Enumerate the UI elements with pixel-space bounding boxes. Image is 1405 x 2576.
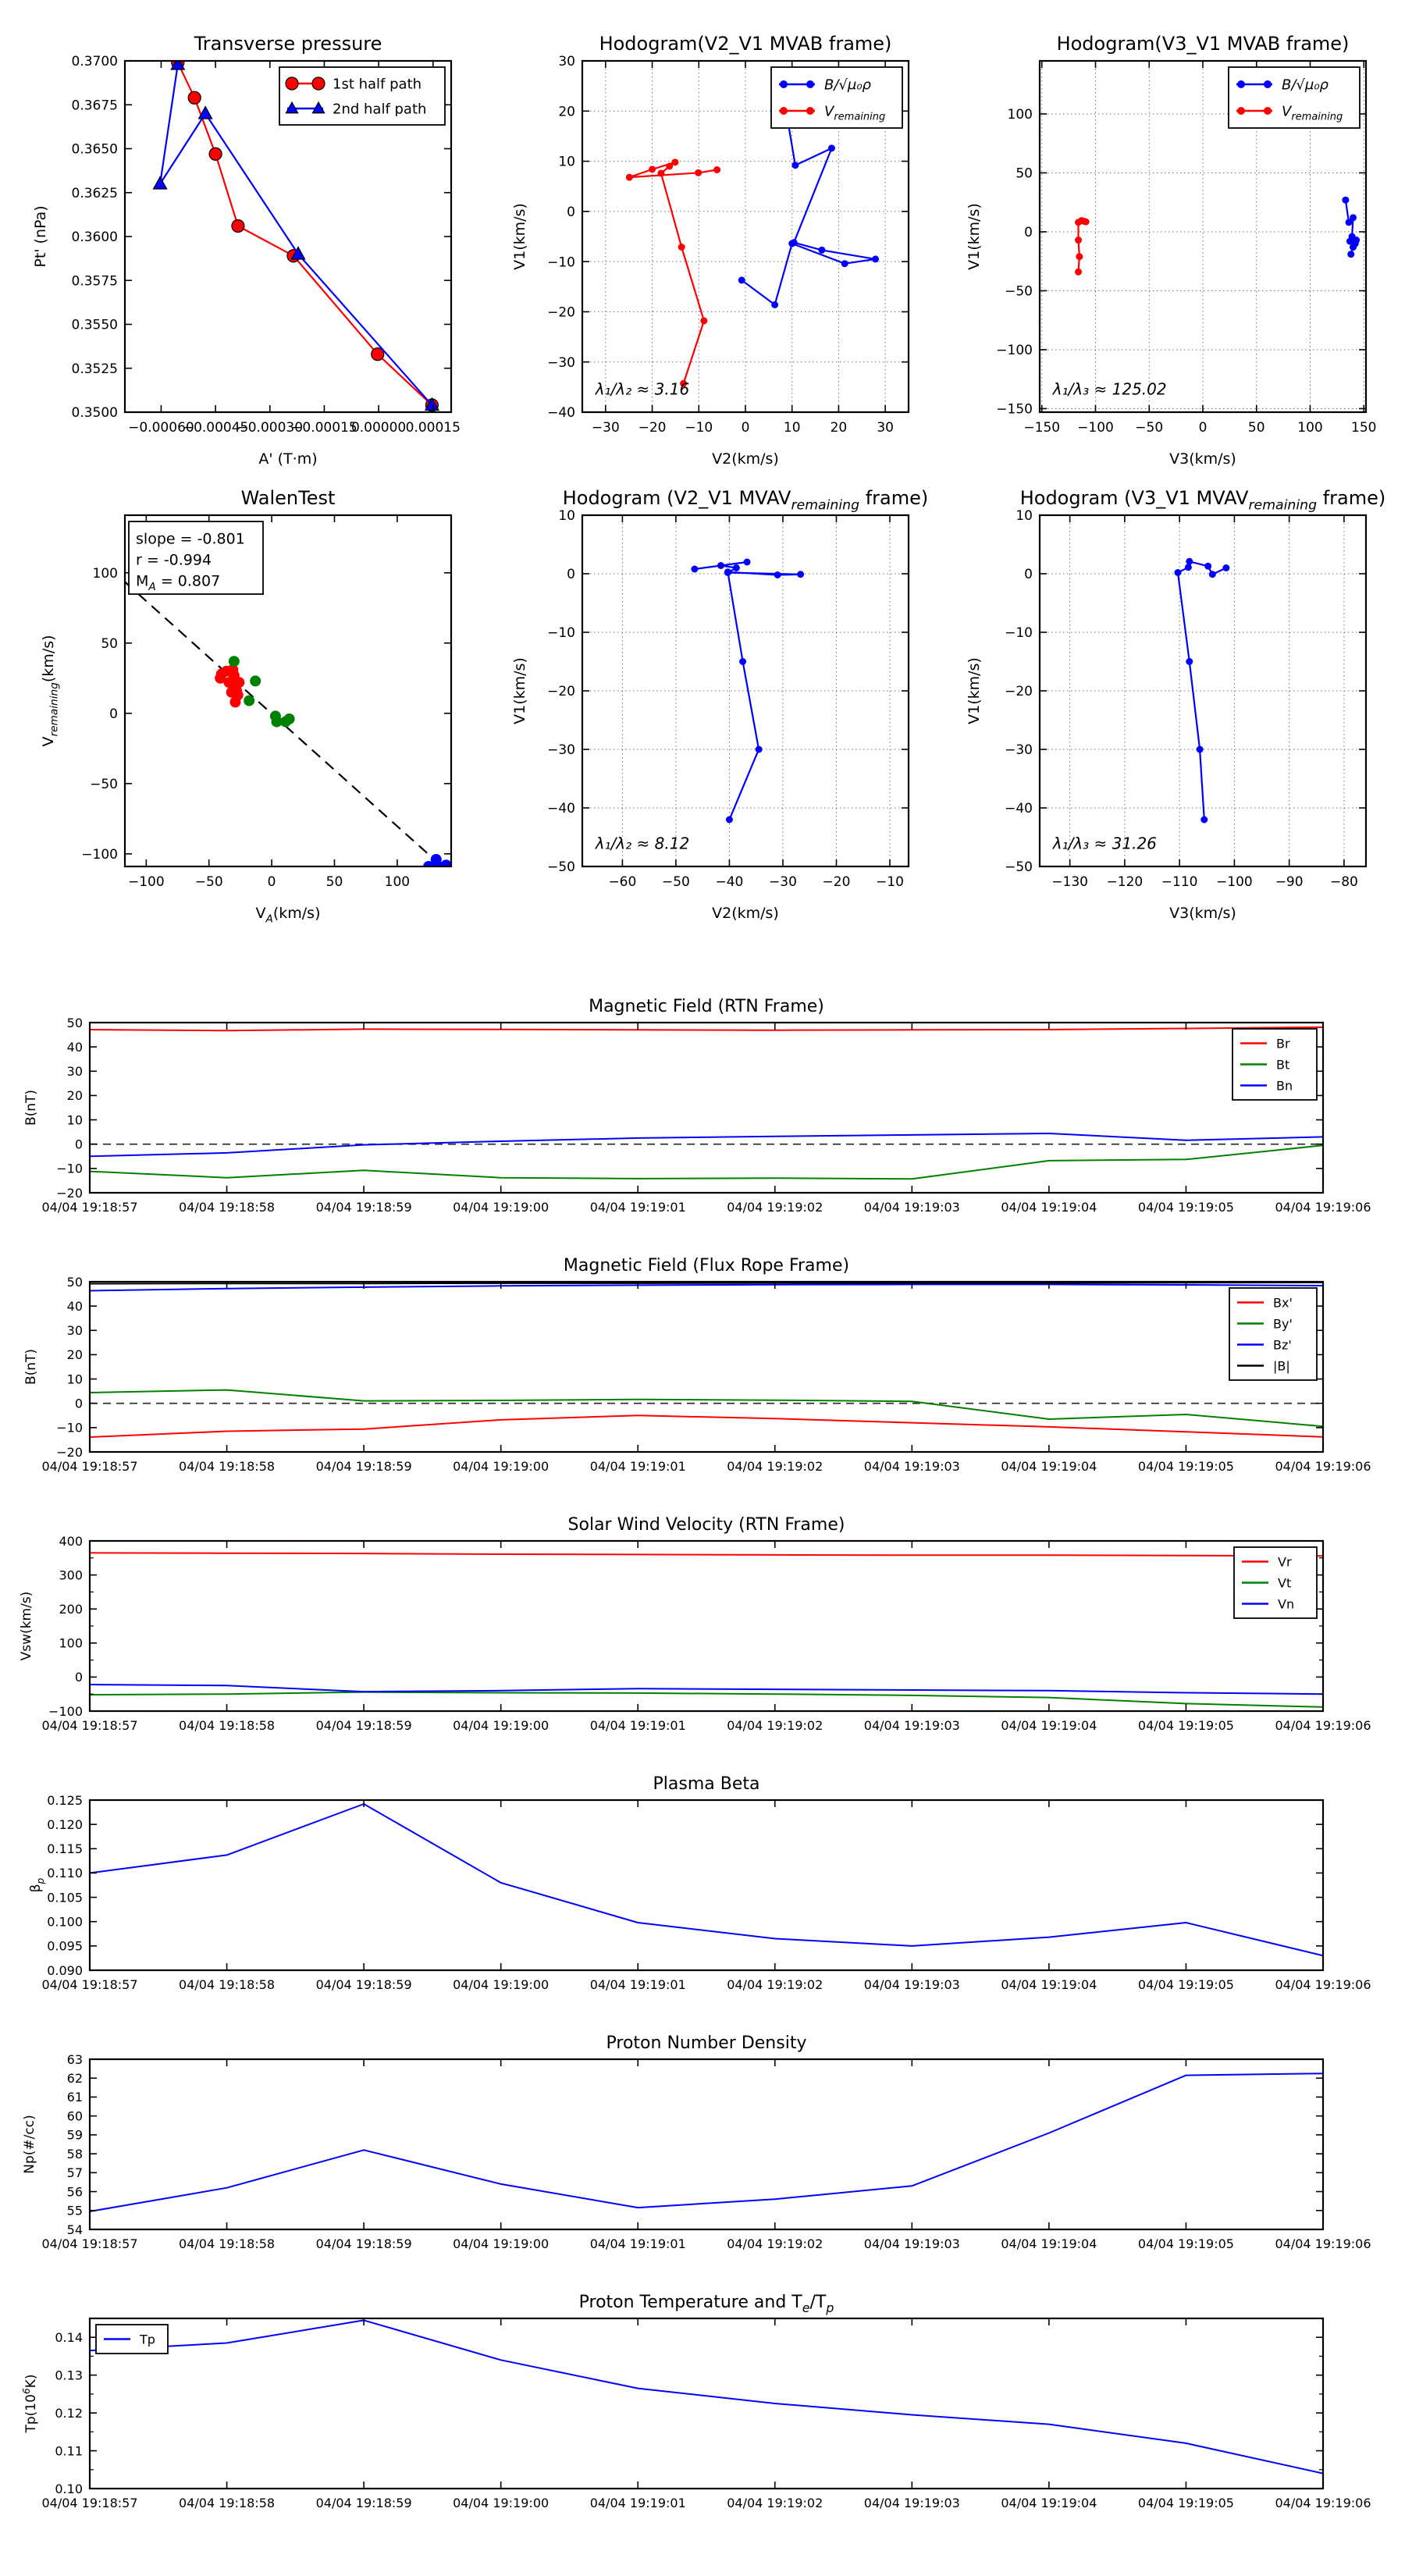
svg-text:04/04 19:18:57: 04/04 19:18:57 xyxy=(41,1718,138,1733)
svg-text:−10: −10 xyxy=(56,1161,83,1176)
svg-text:04/04 19:19:03: 04/04 19:19:03 xyxy=(863,2236,960,2251)
svg-text:−30: −30 xyxy=(1005,742,1033,759)
svg-text:−30: −30 xyxy=(547,354,575,371)
svg-text:Vt: Vt xyxy=(1278,1575,1292,1591)
svg-text:Solar Wind Velocity (RTN Frame: Solar Wind Velocity (RTN Frame) xyxy=(567,1515,845,1535)
svg-text:04/04 19:18:59: 04/04 19:18:59 xyxy=(315,1459,412,1474)
svg-text:04/04 19:18:57: 04/04 19:18:57 xyxy=(41,1459,138,1474)
svg-text:λ₁/λ₃ ≈ 31.26: λ₁/λ₃ ≈ 31.26 xyxy=(1052,834,1157,853)
svg-text:04/04 19:19:05: 04/04 19:19:05 xyxy=(1137,1977,1234,1992)
svg-text:−120: −120 xyxy=(1106,874,1144,890)
svg-text:r = -0.994: r = -0.994 xyxy=(136,551,212,569)
svg-text:Np(#/cc): Np(#/cc) xyxy=(22,2115,37,2174)
svg-text:57: 57 xyxy=(66,2165,83,2181)
svg-text:−20: −20 xyxy=(547,684,575,700)
svg-text:−30: −30 xyxy=(591,420,620,436)
svg-text:−100: −100 xyxy=(996,343,1033,359)
svg-text:200: 200 xyxy=(59,1601,83,1617)
svg-text:04/04 19:19:01: 04/04 19:19:01 xyxy=(589,2496,686,2510)
svg-text:−0.00030: −0.00030 xyxy=(237,420,304,436)
svg-text:04/04 19:18:59: 04/04 19:18:59 xyxy=(315,2496,412,2510)
svg-text:04/04 19:18:58: 04/04 19:18:58 xyxy=(179,1200,276,1215)
svg-text:−0.00045: −0.00045 xyxy=(182,420,249,436)
svg-text:−130: −130 xyxy=(1051,874,1088,890)
svg-text:Proton Number Density: Proton Number Density xyxy=(606,2033,807,2053)
hodogram-v3v1-mvab-svg xyxy=(938,14,1383,468)
svg-text:Hodogram (V3_V1 MVAVremaining: Hodogram (V3_V1 $MVAV_{remaining}$ frame) xyxy=(1019,487,1386,514)
svg-text:−150: −150 xyxy=(1023,420,1061,436)
svg-text:55: 55 xyxy=(66,2203,83,2218)
svg-text:Hodogram(V3_V1 MVAB frame): Hodogram(V3_V1 MVAB frame) xyxy=(1056,33,1350,55)
svg-text:04/04 19:18:59: 04/04 19:18:59 xyxy=(315,2236,412,2251)
svg-text:0: 0 xyxy=(741,420,750,436)
svg-text:0.3500: 0.3500 xyxy=(71,405,118,422)
svg-text:04/04 19:19:03: 04/04 19:19:03 xyxy=(863,1718,960,1733)
svg-text:04/04 19:18:57: 04/04 19:18:57 xyxy=(41,1200,138,1215)
svg-text:04/04 19:19:06: 04/04 19:19:06 xyxy=(1275,1977,1371,1992)
svg-text:04/04 19:19:04: 04/04 19:19:04 xyxy=(1001,1459,1097,1474)
proton-temperature-svg xyxy=(0,2290,1405,2528)
svg-text:−10: −10 xyxy=(547,625,575,642)
svg-text:20: 20 xyxy=(830,420,848,436)
svg-text:0: 0 xyxy=(1198,420,1208,436)
svg-text:−30: −30 xyxy=(769,874,797,890)
svg-text:10: 10 xyxy=(66,1112,83,1128)
svg-text:04/04 19:19:00: 04/04 19:19:00 xyxy=(453,1718,550,1733)
svg-text:−0.00015: −0.00015 xyxy=(291,420,357,436)
svg-text:−100: −100 xyxy=(1216,874,1253,890)
svg-text:0.120: 0.120 xyxy=(47,1816,83,1832)
svg-text:04/04 19:19:06: 04/04 19:19:06 xyxy=(1275,1200,1371,1215)
svg-text:Vremaining(km/s): $V_{remaining}(km/s)$ xyxy=(40,635,61,747)
svg-text:10: 10 xyxy=(783,420,801,436)
svg-text:40: 40 xyxy=(66,1039,83,1055)
svg-text:−100: −100 xyxy=(48,1703,83,1719)
svg-text:0.00015: 0.00015 xyxy=(405,420,461,436)
walen-test-svg xyxy=(23,468,468,926)
svg-text:Vremaining: $V_{remaining}$ xyxy=(1282,103,1343,123)
svg-text:50: 50 xyxy=(101,635,118,652)
svg-text:0.3600: 0.3600 xyxy=(71,229,118,246)
svg-text:−10: −10 xyxy=(56,1420,83,1436)
chart-proton-number-density xyxy=(0,2031,1405,2268)
svg-text:04/04 19:19:04: 04/04 19:19:04 xyxy=(1001,2496,1097,2510)
svg-text:30: 30 xyxy=(66,1064,83,1080)
svg-text:0: 0 xyxy=(1024,225,1033,241)
svg-text:Bt: Bt xyxy=(1276,1057,1290,1073)
svg-text:−20: −20 xyxy=(1005,684,1033,700)
svg-text:V1(km/s): V1(km/s) xyxy=(511,203,528,270)
svg-text:−10: −10 xyxy=(876,874,904,890)
svg-text:0: 0 xyxy=(74,1137,83,1152)
svg-text:−40: −40 xyxy=(547,405,575,422)
svg-text:04/04 19:19:03: 04/04 19:19:03 xyxy=(863,1459,960,1474)
svg-text:04/04 19:19:02: 04/04 19:19:02 xyxy=(727,1977,823,1992)
chart-magnetic-field-rtn xyxy=(0,994,1405,1232)
svg-text:−50: −50 xyxy=(1135,420,1164,436)
solar-wind-velocity-svg xyxy=(0,1513,1405,1750)
chart-hodogram-v2v1-mvav xyxy=(481,468,929,922)
svg-text:Pt' (nPa): Pt' (nPa) xyxy=(32,205,49,268)
svg-text:Vsw(km/s): Vsw(km/s) xyxy=(19,1591,34,1661)
svg-text:04/04 19:18:57: 04/04 19:18:57 xyxy=(41,2236,138,2251)
svg-text:0: 0 xyxy=(109,706,118,722)
svg-text:Magnetic Field (Flux Rope Fram: Magnetic Field (Flux Rope Frame) xyxy=(563,1256,850,1276)
svg-text:59: 59 xyxy=(66,2127,83,2143)
svg-text:04/04 19:19:06: 04/04 19:19:06 xyxy=(1275,2236,1371,2251)
svg-text:58: 58 xyxy=(66,2146,83,2161)
chart-transverse-pressure xyxy=(23,14,468,468)
svg-text:0: 0 xyxy=(1024,567,1033,583)
svg-text:Tp(106K): $Tp(10^6K)$ xyxy=(20,2374,39,2433)
magnetic-field-flux-rope-svg xyxy=(0,1254,1405,1491)
svg-text:−20: −20 xyxy=(638,420,667,436)
svg-text:Transverse pressure: Transverse pressure xyxy=(194,33,382,55)
chart-hodogram-v3v1-mvab xyxy=(938,14,1383,468)
svg-text:−10: −10 xyxy=(685,420,713,436)
svg-text:04/04 19:19:00: 04/04 19:19:00 xyxy=(453,2236,550,2251)
svg-text:−50: −50 xyxy=(194,874,223,890)
chart-plasma-beta xyxy=(0,1772,1405,2009)
svg-text:04/04 19:19:00: 04/04 19:19:00 xyxy=(453,1459,550,1474)
svg-text:0.105: 0.105 xyxy=(47,1890,83,1905)
svg-text:61: 61 xyxy=(66,2090,83,2105)
svg-text:0.10: 0.10 xyxy=(55,2481,83,2496)
svg-text:0.00000: 0.00000 xyxy=(350,420,407,436)
svg-text:−90: −90 xyxy=(1275,874,1304,890)
svg-text:λ₁/λ₂ ≈ 3.16: λ₁/λ₂ ≈ 3.16 xyxy=(595,379,690,399)
svg-text:V1(km/s): V1(km/s) xyxy=(511,657,528,724)
svg-text:V2(km/s): V2(km/s) xyxy=(712,905,779,922)
svg-text:04/04 19:18:58: 04/04 19:18:58 xyxy=(179,1718,276,1733)
svg-text:04/04 19:19:02: 04/04 19:19:02 xyxy=(727,2496,823,2510)
svg-text:100: 100 xyxy=(92,565,118,582)
svg-text:50: 50 xyxy=(325,874,343,890)
svg-text:10: 10 xyxy=(558,154,575,170)
chart-hodogram-v3v1-mvav xyxy=(938,468,1386,922)
svg-text:100: 100 xyxy=(59,1635,83,1651)
svg-text:V3(km/s): V3(km/s) xyxy=(1169,905,1236,922)
svg-text:150: 150 xyxy=(1351,420,1377,436)
svg-text:04/04 19:19:00: 04/04 19:19:00 xyxy=(453,2496,550,2510)
svg-text:|B|: |B| xyxy=(1273,1358,1290,1374)
svg-text:04/04 19:19:04: 04/04 19:19:04 xyxy=(1001,2236,1097,2251)
svg-text:−40: −40 xyxy=(715,874,744,890)
svg-text:0.110: 0.110 xyxy=(47,1866,83,1881)
svg-text:0.3575: 0.3575 xyxy=(71,273,118,290)
svg-text:10: 10 xyxy=(1016,508,1033,525)
svg-text:Vremaining: $V_{remaining}$ xyxy=(824,103,886,123)
svg-text:04/04 19:19:00: 04/04 19:19:00 xyxy=(453,1977,550,1992)
svg-text:−50: −50 xyxy=(1005,859,1033,876)
svg-text:30: 30 xyxy=(877,420,894,436)
svg-text:−20: −20 xyxy=(547,304,575,321)
svg-text:B(nT): B(nT) xyxy=(23,1089,39,1126)
svg-text:100: 100 xyxy=(1007,107,1033,123)
svg-text:04/04 19:18:57: 04/04 19:18:57 xyxy=(41,2496,138,2510)
chart-magnetic-field-flux-rope xyxy=(0,1254,1405,1491)
svg-text:0.3550: 0.3550 xyxy=(71,317,118,333)
proton-number-density-svg xyxy=(0,2031,1405,2268)
svg-text:04/04 19:19:03: 04/04 19:19:03 xyxy=(863,1977,960,1992)
svg-text:Bx': Bx' xyxy=(1273,1295,1293,1311)
svg-text:Magnetic Field (RTN Frame): Magnetic Field (RTN Frame) xyxy=(589,997,824,1016)
svg-text:0.3525: 0.3525 xyxy=(71,361,118,377)
svg-text:30: 30 xyxy=(558,54,575,70)
svg-text:0: 0 xyxy=(74,1396,83,1411)
svg-text:04/04 19:19:05: 04/04 19:19:05 xyxy=(1137,1459,1234,1474)
svg-text:B(nT): B(nT) xyxy=(23,1348,39,1386)
svg-text:−0.00060: −0.00060 xyxy=(128,420,194,436)
svg-text:−50: −50 xyxy=(1005,283,1033,300)
svg-text:60: 60 xyxy=(66,2108,83,2124)
svg-text:Bz': Bz' xyxy=(1273,1337,1292,1353)
svg-text:By': By' xyxy=(1273,1316,1293,1332)
svg-text:−20: −20 xyxy=(822,874,851,890)
svg-text:10: 10 xyxy=(558,508,575,525)
svg-text:0: 0 xyxy=(74,1670,83,1685)
svg-text:V1(km/s): V1(km/s) xyxy=(966,203,983,270)
svg-text:−20: −20 xyxy=(56,1444,83,1460)
svg-text:0.095: 0.095 xyxy=(47,1938,83,1954)
hodogram-v2v1-mvab-svg xyxy=(481,14,926,468)
svg-text:−50: −50 xyxy=(661,874,690,890)
svg-text:V2(km/s): V2(km/s) xyxy=(712,450,779,468)
svg-text:−10: −10 xyxy=(547,254,575,271)
svg-text:100: 100 xyxy=(1297,420,1323,436)
svg-text:04/04 19:19:04: 04/04 19:19:04 xyxy=(1001,1200,1097,1215)
svg-text:50: 50 xyxy=(66,1274,83,1290)
svg-text:−80: −80 xyxy=(1329,874,1358,890)
svg-text:Hodogram(V2_V1 MVAB frame): Hodogram(V2_V1 MVAB frame) xyxy=(599,33,892,55)
svg-text:30: 30 xyxy=(66,1323,83,1339)
svg-text:04/04 19:18:58: 04/04 19:18:58 xyxy=(179,1459,276,1474)
svg-text:04/04 19:19:01: 04/04 19:19:01 xyxy=(589,2236,686,2251)
svg-text:βp: $\beta_p$ xyxy=(28,1877,46,1893)
svg-text:Bn: Bn xyxy=(1276,1078,1293,1094)
svg-text:0.13: 0.13 xyxy=(55,2368,83,2383)
svg-text:slope = -0.801: slope = -0.801 xyxy=(136,530,245,548)
svg-text:0.14: 0.14 xyxy=(55,2329,83,2345)
svg-text:−10: −10 xyxy=(1005,625,1033,642)
svg-text:300: 300 xyxy=(59,1567,83,1583)
svg-text:62: 62 xyxy=(66,2070,83,2086)
svg-text:63: 63 xyxy=(66,2051,83,2067)
svg-text:04/04 19:19:06: 04/04 19:19:06 xyxy=(1275,2496,1371,2510)
svg-text:λ₁/λ₂ ≈ 8.12: λ₁/λ₂ ≈ 8.12 xyxy=(595,834,690,853)
svg-text:04/04 19:19:06: 04/04 19:19:06 xyxy=(1275,1459,1371,1474)
svg-text:1st half path: 1st half path xyxy=(333,76,422,93)
svg-text:A' (T·m): A' (T·m) xyxy=(258,450,318,468)
svg-text:20: 20 xyxy=(558,104,575,120)
svg-text:50: 50 xyxy=(1016,165,1033,182)
svg-text:VA(km/s): $V_A(km/s)$ xyxy=(255,905,321,926)
chart-hodogram-v2v1-mvab xyxy=(481,14,926,468)
svg-text:04/04 19:19:04: 04/04 19:19:04 xyxy=(1001,1718,1097,1733)
svg-text:04/04 19:19:03: 04/04 19:19:03 xyxy=(863,2496,960,2510)
svg-text:−40: −40 xyxy=(1005,801,1033,817)
svg-text:−110: −110 xyxy=(1161,874,1198,890)
svg-text:50: 50 xyxy=(66,1015,83,1030)
svg-text:−100: −100 xyxy=(127,874,165,890)
svg-text:04/04 19:19:01: 04/04 19:19:01 xyxy=(589,1977,686,1992)
svg-text:0.3675: 0.3675 xyxy=(71,98,118,114)
svg-text:−50: −50 xyxy=(90,776,118,792)
svg-text:40: 40 xyxy=(66,1298,83,1314)
svg-text:04/04 19:19:01: 04/04 19:19:01 xyxy=(589,1200,686,1215)
svg-text:0.3700: 0.3700 xyxy=(71,54,118,70)
svg-text:04/04 19:19:05: 04/04 19:19:05 xyxy=(1137,2496,1234,2510)
svg-text:0.100: 0.100 xyxy=(47,1914,83,1930)
svg-text:Plasma Beta: Plasma Beta xyxy=(653,1774,760,1794)
svg-text:Vn: Vn xyxy=(1278,1596,1295,1612)
svg-text:2nd half path: 2nd half path xyxy=(333,101,427,118)
svg-text:B/√μ₀ρ: B/√μ₀ρ xyxy=(1282,76,1329,94)
svg-text:04/04 19:19:05: 04/04 19:19:05 xyxy=(1137,2236,1234,2251)
svg-text:04/04 19:19:05: 04/04 19:19:05 xyxy=(1137,1200,1234,1215)
svg-text:−100: −100 xyxy=(1077,420,1114,436)
svg-text:04/04 19:18:58: 04/04 19:18:58 xyxy=(179,2236,276,2251)
svg-text:04/04 19:19:02: 04/04 19:19:02 xyxy=(727,1200,823,1215)
svg-text:0.090: 0.090 xyxy=(47,1962,83,1978)
svg-text:Vr: Vr xyxy=(1278,1554,1292,1570)
svg-text:20: 20 xyxy=(66,1088,83,1104)
svg-text:100: 100 xyxy=(384,874,411,890)
svg-text:0.11: 0.11 xyxy=(55,2443,83,2459)
svg-text:04/04 19:18:59: 04/04 19:18:59 xyxy=(315,1718,412,1733)
svg-text:−150: −150 xyxy=(996,401,1033,418)
svg-text:04/04 19:19:05: 04/04 19:19:05 xyxy=(1137,1718,1234,1733)
svg-text:04/04 19:19:02: 04/04 19:19:02 xyxy=(727,1718,823,1733)
svg-text:04/04 19:19:06: 04/04 19:19:06 xyxy=(1275,1718,1371,1733)
plasma-beta-svg xyxy=(0,1772,1405,2009)
svg-text:WalenTest: WalenTest xyxy=(240,487,336,509)
svg-text:04/04 19:19:01: 04/04 19:19:01 xyxy=(589,1718,686,1733)
svg-text:0.125: 0.125 xyxy=(47,1792,83,1808)
svg-text:0.3650: 0.3650 xyxy=(71,141,118,158)
svg-text:04/04 19:19:03: 04/04 19:19:03 xyxy=(863,1200,960,1215)
svg-text:04/04 19:18:58: 04/04 19:18:58 xyxy=(179,2496,276,2510)
hodogram-v2v1-mvav-svg xyxy=(481,468,929,922)
svg-text:−30: −30 xyxy=(547,742,575,759)
svg-text:−50: −50 xyxy=(547,859,575,876)
chart-proton-temperature xyxy=(0,2290,1405,2528)
svg-text:B/√μ₀ρ: B/√μ₀ρ xyxy=(824,76,871,94)
svg-text:V1(km/s): V1(km/s) xyxy=(966,657,983,724)
svg-text:−100: −100 xyxy=(81,846,118,863)
svg-text:0: 0 xyxy=(567,567,575,583)
transverse-pressure-svg xyxy=(23,14,468,468)
hodogram-v3v1-mvav-svg xyxy=(938,468,1386,922)
svg-text:Hodogram (V2_V1 MVAVremaining: Hodogram (V2_V1 $MVAV_{remaining}$ frame) xyxy=(562,487,929,514)
svg-text:0: 0 xyxy=(267,874,276,890)
svg-text:04/04 19:18:57: 04/04 19:18:57 xyxy=(41,1977,138,1992)
svg-text:04/04 19:19:01: 04/04 19:19:01 xyxy=(589,1459,686,1474)
svg-text:04/04 19:18:59: 04/04 19:18:59 xyxy=(315,1977,412,1992)
chart-walen-test xyxy=(23,468,468,926)
svg-text:MA = 0.807: $M_A = 0.807$ xyxy=(136,572,221,593)
svg-text:Br: Br xyxy=(1276,1036,1290,1051)
magnetic-field-rtn-svg xyxy=(0,994,1405,1232)
svg-text:04/04 19:19:02: 04/04 19:19:02 xyxy=(727,2236,823,2251)
svg-text:0.12: 0.12 xyxy=(55,2405,83,2421)
svg-text:−40: −40 xyxy=(547,801,575,817)
svg-text:04/04 19:19:04: 04/04 19:19:04 xyxy=(1001,1977,1097,1992)
chart-solar-wind-velocity xyxy=(0,1513,1405,1750)
svg-text:Proton Temperature and Te/Tp: Proton Temperature and $T_e/T_p$ xyxy=(578,2293,834,2316)
svg-text:0.3625: 0.3625 xyxy=(71,185,118,201)
svg-text:−20: −20 xyxy=(56,1185,83,1201)
svg-text:20: 20 xyxy=(66,1347,83,1363)
svg-text:54: 54 xyxy=(66,2222,83,2237)
svg-text:V3(km/s): V3(km/s) xyxy=(1169,450,1236,468)
svg-text:0: 0 xyxy=(567,204,575,220)
svg-text:04/04 19:18:58: 04/04 19:18:58 xyxy=(179,1977,276,1992)
svg-text:−60: −60 xyxy=(608,874,637,890)
svg-text:56: 56 xyxy=(66,2184,83,2200)
svg-text:10: 10 xyxy=(66,1372,83,1387)
svg-text:50: 50 xyxy=(1247,420,1265,436)
svg-text:λ₁/λ₃ ≈ 125.02: λ₁/λ₃ ≈ 125.02 xyxy=(1052,379,1167,399)
svg-text:04/04 19:19:02: 04/04 19:19:02 xyxy=(727,1459,823,1474)
svg-text:04/04 19:19:00: 04/04 19:19:00 xyxy=(453,1200,550,1215)
svg-text:04/04 19:18:59: 04/04 19:18:59 xyxy=(315,1200,412,1215)
svg-text:400: 400 xyxy=(59,1533,83,1549)
svg-text:Tp: Tp xyxy=(140,2332,155,2347)
svg-text:0.115: 0.115 xyxy=(47,1841,83,1857)
